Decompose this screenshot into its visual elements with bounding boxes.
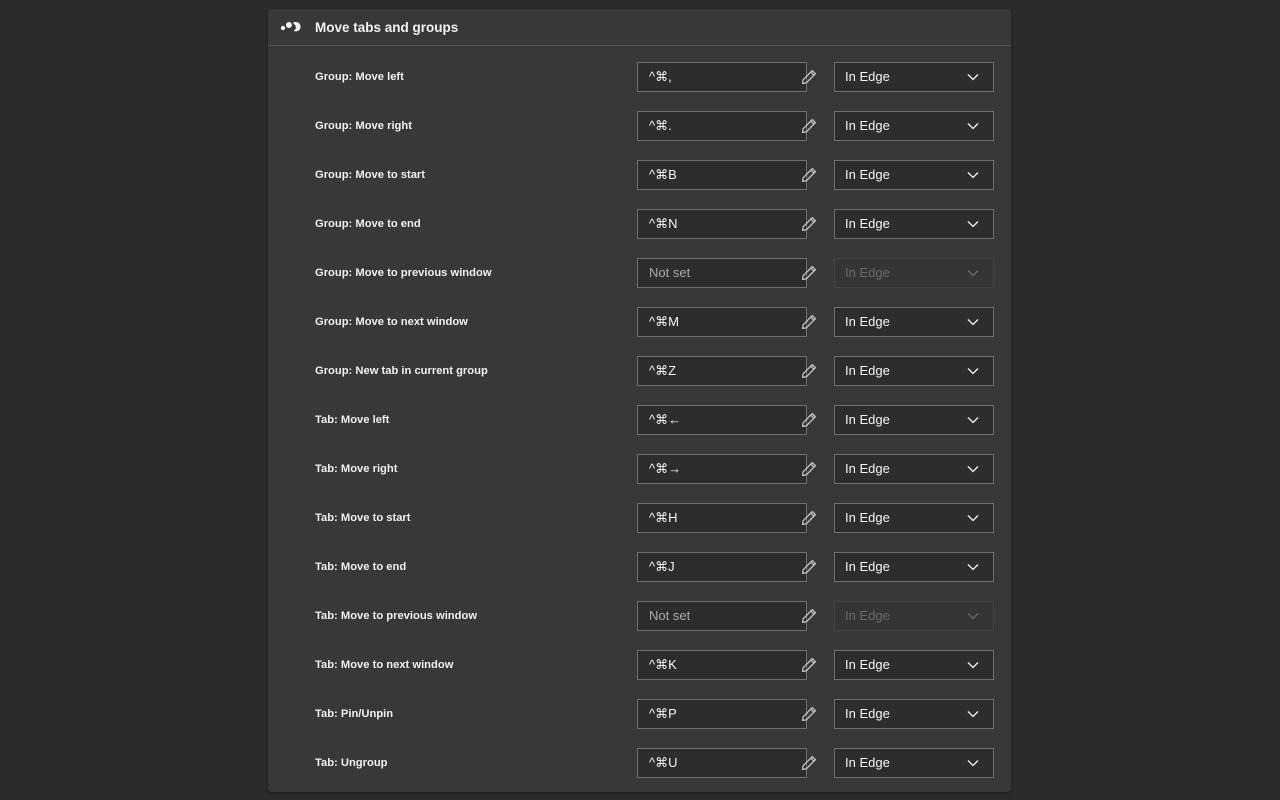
- scope-value: In Edge: [845, 314, 890, 329]
- shortcut-label: Tab: Move to start: [315, 512, 411, 524]
- shortcut-row: [268, 405, 1011, 454]
- shortcut-label: Group: Move left: [315, 71, 404, 83]
- shortcut-label: Tab: Move to end: [315, 561, 407, 573]
- chevron-down-icon: [967, 122, 979, 130]
- shortcut-row: [268, 356, 1011, 405]
- pencil-icon[interactable]: [800, 509, 818, 527]
- shortcut-row: [268, 454, 1011, 503]
- shortcut-field[interactable]: Not set: [637, 601, 807, 631]
- scope-value: In Edge: [845, 363, 890, 378]
- scope-dropdown[interactable]: [834, 748, 994, 778]
- scope-dropdown[interactable]: [834, 111, 994, 141]
- shortcut-label: Tab: Move left: [315, 414, 390, 426]
- shortcut-field[interactable]: ^⌘J: [637, 552, 807, 582]
- shortcut-row: [268, 209, 1011, 258]
- shortcut-label: Tab: Move to next window: [315, 659, 454, 671]
- pencil-icon[interactable]: [800, 460, 818, 478]
- shortcut-field[interactable]: ^⌘K: [637, 650, 807, 680]
- scope-dropdown[interactable]: [834, 62, 994, 92]
- shortcut-field[interactable]: ^⌘,: [637, 62, 807, 92]
- pencil-icon[interactable]: [800, 313, 818, 331]
- chevron-down-icon: [967, 563, 979, 571]
- pencil-icon[interactable]: [800, 705, 818, 723]
- shortcut-field[interactable]: ^⌘→: [637, 454, 807, 484]
- shortcut-row: [268, 552, 1011, 601]
- pencil-icon[interactable]: [800, 166, 818, 184]
- section-title: Move tabs and groups: [315, 19, 459, 35]
- scope-value: In Edge: [845, 559, 890, 574]
- scope-dropdown[interactable]: [834, 454, 994, 484]
- shortcut-label: Tab: Move right: [315, 463, 398, 475]
- chevron-down-icon: [967, 367, 979, 375]
- shortcut-field[interactable]: ^⌘H: [637, 503, 807, 533]
- shortcut-label: Group: Move to start: [315, 169, 426, 181]
- scope-value: In Edge: [845, 412, 890, 427]
- chevron-down-icon: [967, 465, 979, 473]
- chevron-down-icon: [967, 416, 979, 424]
- scope-value: In Edge: [845, 118, 890, 133]
- shortcut-row: [268, 160, 1011, 209]
- scope-dropdown[interactable]: [834, 405, 994, 435]
- scope-value: In Edge: [845, 265, 890, 280]
- pencil-icon[interactable]: [800, 607, 818, 625]
- pencil-icon[interactable]: [800, 117, 818, 135]
- shortcut-row: [268, 601, 1011, 650]
- scope-value: In Edge: [845, 608, 890, 623]
- scope-dropdown[interactable]: [834, 699, 994, 729]
- shortcut-row: [268, 748, 1011, 792]
- scope-value: In Edge: [845, 216, 890, 231]
- shortcut-field[interactable]: Not set: [637, 258, 807, 288]
- scope-value: In Edge: [845, 167, 890, 182]
- shortcut-row: [268, 307, 1011, 356]
- chevron-down-icon: [967, 514, 979, 522]
- shortcut-row: [268, 650, 1011, 699]
- chevron-down-icon: [967, 171, 979, 179]
- scope-dropdown[interactable]: [834, 160, 994, 190]
- scope-dropdown[interactable]: [834, 209, 994, 239]
- shortcut-field[interactable]: ^⌘N: [637, 209, 807, 239]
- scope-value: In Edge: [845, 69, 890, 84]
- chevron-down-icon: [967, 220, 979, 228]
- shortcut-field[interactable]: ^⌘M: [637, 307, 807, 337]
- pencil-icon[interactable]: [800, 264, 818, 282]
- chevron-down-icon: [967, 759, 979, 767]
- chevron-down-icon: [967, 710, 979, 718]
- shortcuts-panel: [268, 9, 1011, 792]
- shortcut-field[interactable]: ^⌘←: [637, 405, 807, 435]
- scope-value: In Edge: [845, 706, 890, 721]
- shortcut-row: [268, 503, 1011, 552]
- pencil-icon[interactable]: [800, 656, 818, 674]
- pencil-icon[interactable]: [800, 754, 818, 772]
- shortcut-label: Group: Move to end: [315, 218, 421, 230]
- chevron-down-icon: [967, 269, 979, 277]
- shortcut-list: [268, 62, 1011, 792]
- scope-dropdown: [834, 601, 994, 631]
- pencil-icon[interactable]: [800, 558, 818, 576]
- shortcut-label: Group: Move to next window: [315, 316, 468, 328]
- shortcut-label: Tab: Pin/Unpin: [315, 708, 394, 720]
- shortcut-label: Group: Move to previous window: [315, 267, 492, 279]
- pencil-icon[interactable]: [800, 215, 818, 233]
- pencil-icon[interactable]: [800, 362, 818, 380]
- chevron-down-icon: [967, 612, 979, 620]
- shortcut-label: Group: Move right: [315, 120, 412, 132]
- shortcut-field[interactable]: ^⌘Z: [637, 356, 807, 386]
- scope-dropdown: [834, 258, 994, 288]
- pencil-icon[interactable]: [800, 411, 818, 429]
- shortcut-field[interactable]: ^⌘.: [637, 111, 807, 141]
- scope-dropdown[interactable]: [834, 307, 994, 337]
- edge-logo-icon: [280, 20, 302, 34]
- scope-dropdown[interactable]: [834, 552, 994, 582]
- shortcut-row: [268, 258, 1011, 307]
- chevron-down-icon: [967, 661, 979, 669]
- shortcut-field[interactable]: ^⌘U: [637, 748, 807, 778]
- chevron-down-icon: [967, 318, 979, 326]
- scope-value: In Edge: [845, 461, 890, 476]
- shortcut-label: Tab: Move to previous window: [315, 610, 478, 622]
- scope-value: In Edge: [845, 657, 890, 672]
- scope-dropdown[interactable]: [834, 356, 994, 386]
- shortcut-row: [268, 62, 1011, 111]
- pencil-icon[interactable]: [800, 68, 818, 86]
- shortcut-label: Tab: Ungroup: [315, 757, 388, 769]
- scope-value: In Edge: [845, 755, 890, 770]
- section-header: [268, 9, 1011, 46]
- shortcut-field[interactable]: ^⌘B: [637, 160, 807, 190]
- chevron-down-icon: [967, 73, 979, 81]
- shortcut-label: Group: New tab in current group: [315, 365, 488, 377]
- shortcut-row: [268, 111, 1011, 160]
- shortcut-field[interactable]: ^⌘P: [637, 699, 807, 729]
- scope-value: In Edge: [845, 510, 890, 525]
- scope-dropdown[interactable]: [834, 503, 994, 533]
- shortcut-row: [268, 699, 1011, 748]
- scope-dropdown[interactable]: [834, 650, 994, 680]
